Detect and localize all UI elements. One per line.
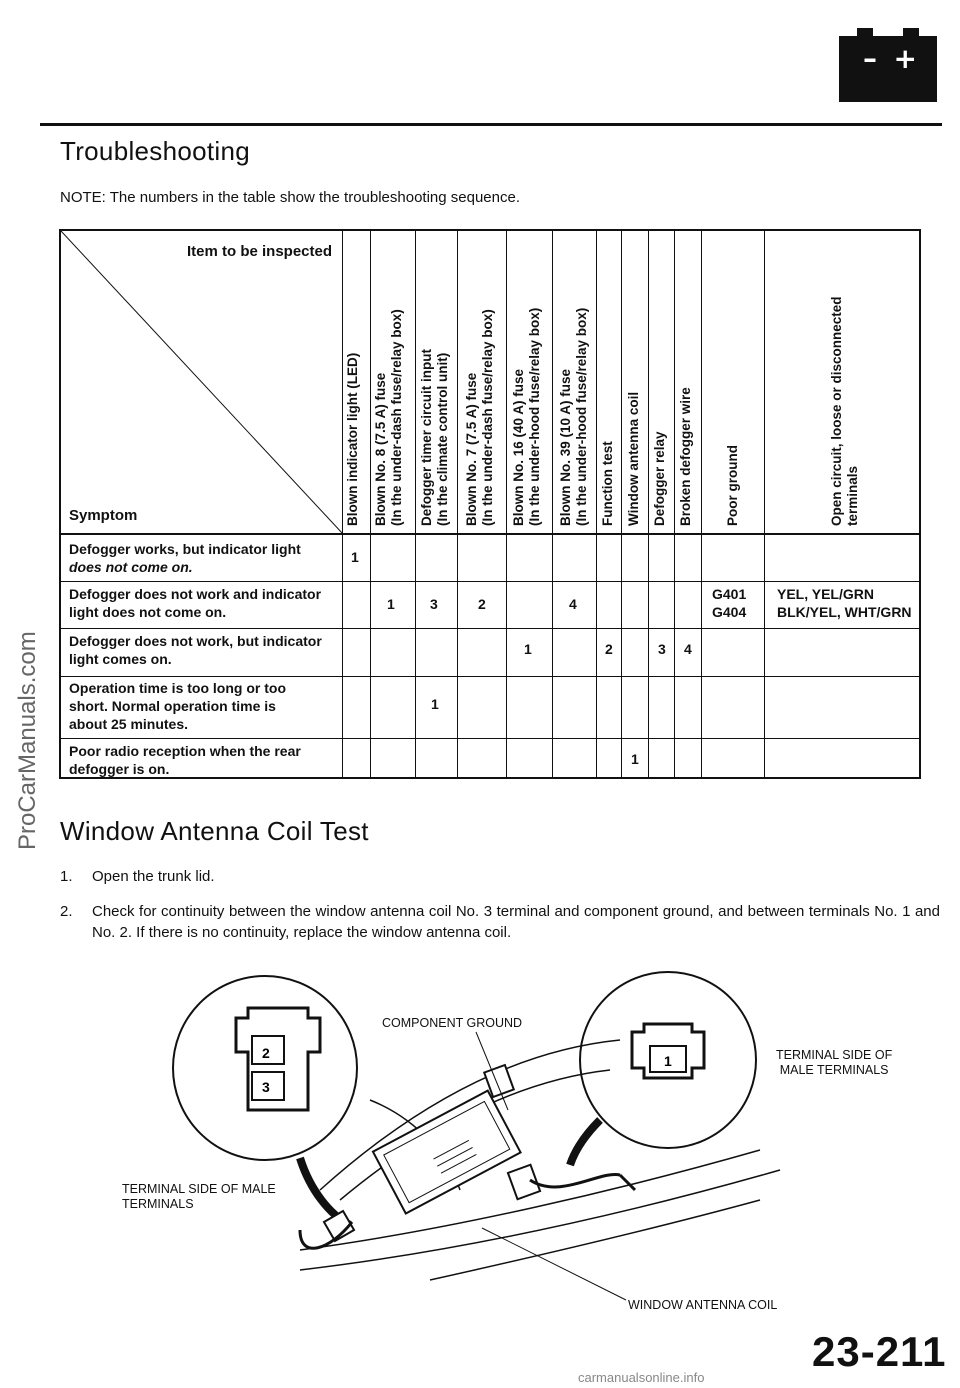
header-diagonal bbox=[61, 231, 343, 534]
symptom-row-5: Poor radio reception when the rear defogger is on. bbox=[69, 743, 301, 777]
note-text: NOTE: The numbers in the table show the troubleshooting sequence. bbox=[60, 189, 520, 206]
watermark: ProCarManuals.com bbox=[14, 631, 41, 850]
col-header-window-antenna-coil: Window antenna coil bbox=[626, 391, 641, 526]
col-header-fuse-7: Blown No. 7 (7.5 A) fuse (In the under-dash fuse/relay box) bbox=[464, 309, 495, 526]
page-number: 23-211 bbox=[812, 1328, 947, 1375]
pin-2-label: 2 bbox=[262, 1045, 270, 1061]
section-title-window-antenna: Window Antenna Coil Test bbox=[60, 816, 369, 846]
symptom-row-2: Defogger does not work and indicator light does not come on. bbox=[69, 586, 322, 620]
table-cell: 4 bbox=[569, 596, 577, 612]
table-cell-terminals: YEL, YEL/GRN BLK/YEL, WHT/GRN bbox=[777, 586, 912, 620]
table-cell: 1 bbox=[431, 696, 439, 712]
label-component-ground: COMPONENT GROUND bbox=[382, 1016, 523, 1030]
section-title-troubleshooting: Troubleshooting bbox=[60, 136, 250, 166]
battery-icon bbox=[839, 36, 937, 102]
col-header-fuse-39: Blown No. 39 (10 A) fuse (In the under-hood fuse/relay box) bbox=[558, 307, 589, 526]
header-rule bbox=[40, 123, 942, 126]
label-window-antenna-coil: WINDOW ANTENNA COIL bbox=[628, 1298, 778, 1312]
col-header-function-test: Function test bbox=[600, 441, 615, 526]
item-header: Item to be inspected bbox=[187, 243, 333, 260]
table-cell: 1 bbox=[631, 751, 639, 767]
symptom-row-4: Operation time is too long or too short. Normal operation time is about 25 minutes. bbox=[69, 680, 286, 732]
col-header-defogger-relay: Defogger relay bbox=[652, 431, 667, 526]
battery-minus: – bbox=[863, 42, 877, 75]
label-terminal-side-left: TERMINAL SIDE OF MALE TERMINALS bbox=[122, 1182, 276, 1211]
table-cell-ground: G401 G404 bbox=[712, 586, 747, 620]
symptom-row-1: Defogger works, but indicator light does not come on. bbox=[69, 541, 301, 575]
table-cell: 3 bbox=[430, 596, 438, 612]
col-header-defogger-timer: Defogger timer circuit input (In the climate control unit) bbox=[419, 348, 450, 526]
table-cell: 1 bbox=[387, 596, 395, 612]
label-terminal-side-right: TERMINAL SIDE OF MALE TERMINALS bbox=[776, 1048, 893, 1077]
footer-site: carmanualsonline.info bbox=[578, 1370, 705, 1385]
table-cell: 3 bbox=[658, 641, 666, 657]
troubleshooting-table bbox=[59, 229, 921, 779]
symptom-header: Symptom bbox=[69, 507, 138, 524]
table-cell: 2 bbox=[478, 596, 486, 612]
symptom-row-3: Defogger does not work, but indicator light comes on. bbox=[69, 633, 322, 667]
pin-1-label: 1 bbox=[664, 1053, 672, 1069]
table-cell: 2 bbox=[605, 641, 613, 657]
table-cell: 4 bbox=[684, 641, 692, 657]
col-header-fuse-16: Blown No. 16 (40 A) fuse (In the under-hood fuse/relay box) bbox=[511, 307, 542, 526]
table-cell: 1 bbox=[351, 549, 359, 565]
col-header-fuse-8: Blown No. 8 (7.5 A) fuse (In the under-dash fuse/relay box) bbox=[373, 309, 404, 526]
battery-plus: + bbox=[893, 42, 917, 75]
col-header-poor-ground: Poor ground bbox=[725, 445, 740, 526]
table-cell: 1 bbox=[524, 641, 532, 657]
col-header-broken-defogger-wire: Broken defogger wire bbox=[678, 387, 693, 526]
pin-3-label: 3 bbox=[262, 1079, 270, 1095]
col-header-indicator-light: Blown indicator light (LED) bbox=[345, 352, 360, 526]
col-header-open-circuit: Open circuit, loose or disconnected terminals bbox=[829, 296, 860, 526]
